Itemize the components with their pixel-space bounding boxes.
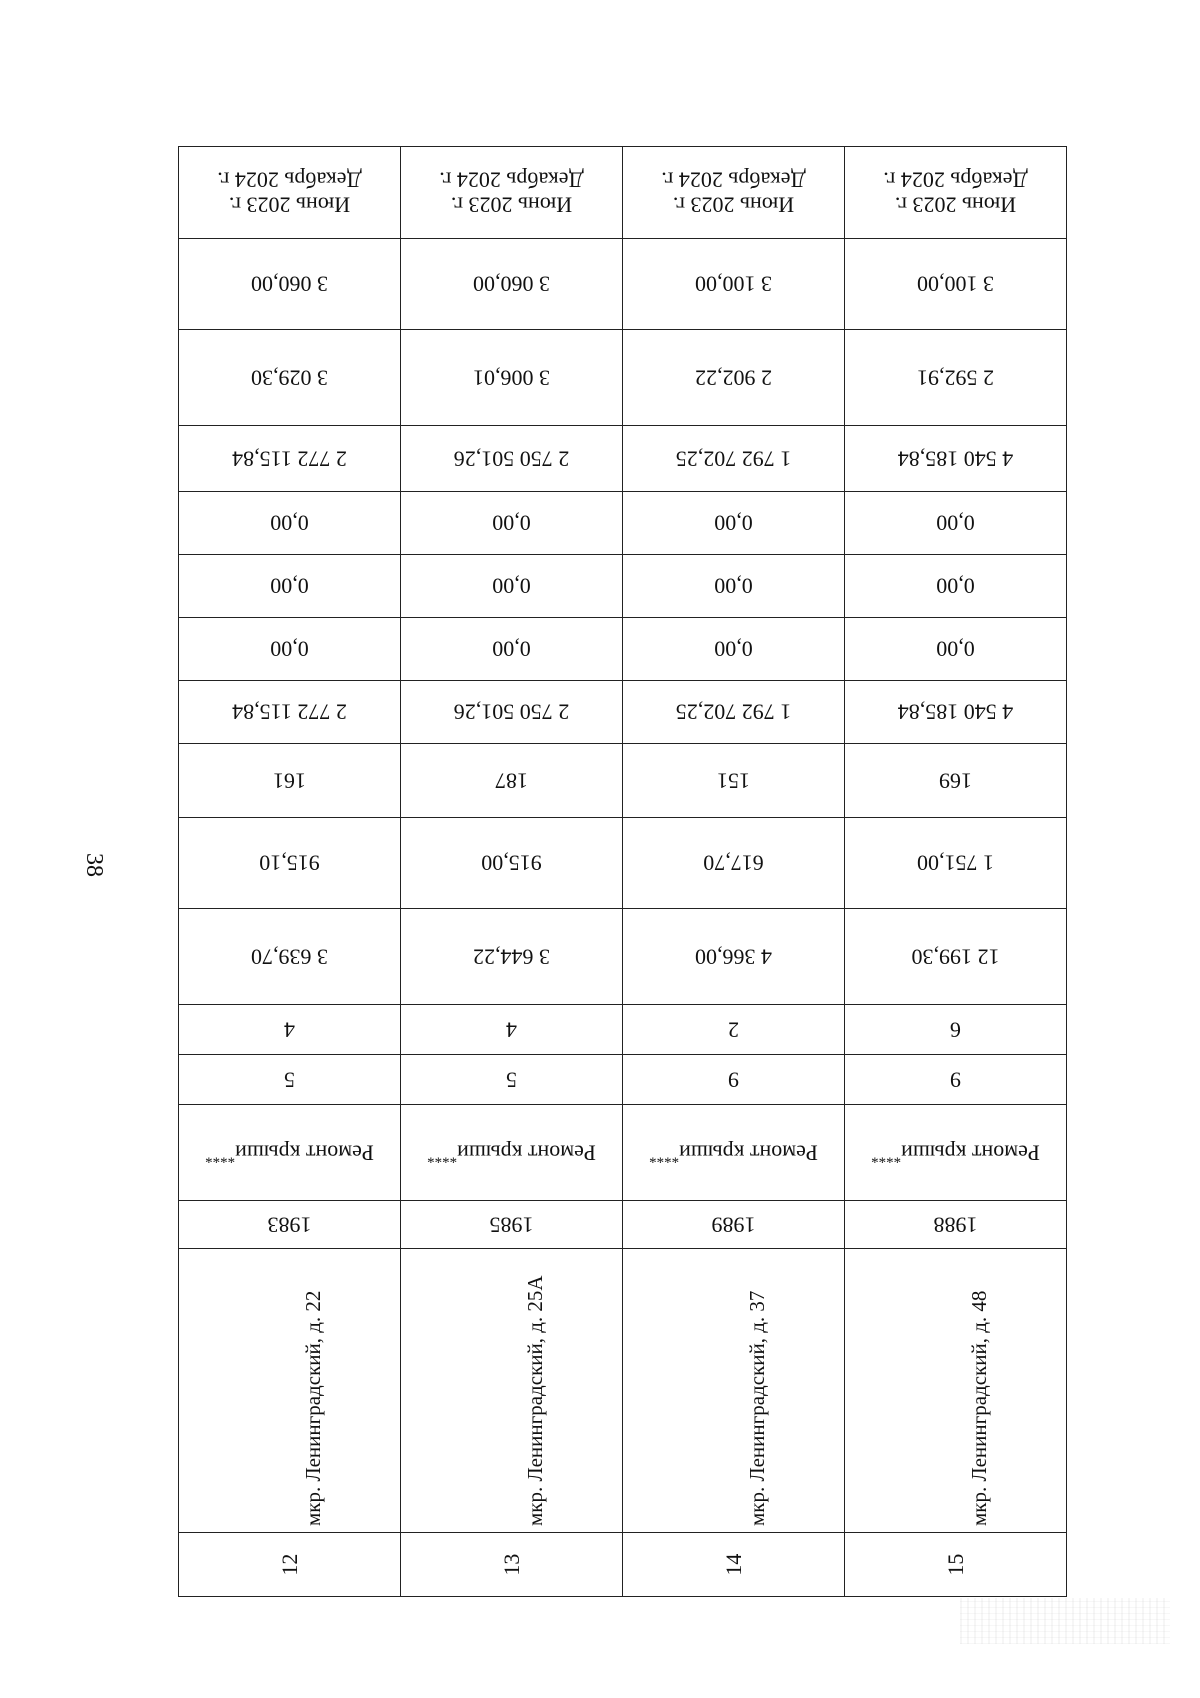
cell-entrances: 6 [845,1005,1067,1055]
cell-address: мкр. Ленинградский, д. 48 [845,1249,1067,1533]
cell-floors: 9 [623,1055,845,1105]
cell-entrances: 4 [179,1005,401,1055]
row-entrances [179,1005,1067,1055]
page-number: 38 [81,853,107,877]
cell-fund-owners: 2 772 115,84 [179,426,401,492]
cell-address: мкр. Ленинградский, д. 22 [179,1249,401,1533]
cell-fund-owners: 2 750 501,26 [401,426,623,492]
cell-limit-cost: 3 100,00 [845,239,1067,330]
footnote-mark: **** [427,1149,458,1166]
cell-work-type: Ремонт крыши**** [623,1105,845,1201]
cell-roof-area: 1 751,00 [845,818,1067,909]
footnote-mark: **** [649,1149,680,1166]
row-fund-local [179,492,1067,555]
cell-unit-cost: 3 029,30 [179,330,401,426]
cell-residents: 161 [179,744,401,818]
cell-index: 15 [845,1533,1067,1597]
cell-limit-cost: 3 060,00 [401,239,623,330]
repair-table [178,146,1067,1597]
cell-work-type: Ремонт крыши**** [179,1105,401,1201]
row-floors [179,1055,1067,1105]
cell-fund-local: 0,00 [623,492,845,555]
cell-residents: 187 [401,744,623,818]
cell-fund-federal: 0,00 [179,618,401,681]
cell-unit-cost: 3 006,01 [401,330,623,426]
period-end: Декабрь 2024 г. [883,167,1028,193]
row-address [179,1249,1067,1533]
cell-year: 1985 [401,1201,623,1249]
row-fund-regional [179,555,1067,618]
cell-fund-federal: 0,00 [845,618,1067,681]
row-period [179,147,1067,239]
cell-residents: 151 [623,744,845,818]
row-total-cost [179,681,1067,744]
row-total-area [179,909,1067,1005]
cell-floors: 5 [401,1055,623,1105]
cell-roof-area: 617,70 [623,818,845,909]
row-index [179,1533,1067,1597]
period-start: Июнь 2023 г. [228,192,351,218]
cell-total-cost: 2 750 501,26 [401,681,623,744]
cell-fund-owners: 4 540 185,84 [845,426,1067,492]
cell-entrances: 4 [401,1005,623,1055]
scan-artifact [960,1598,1170,1644]
period-end: Декабрь 2024 г. [439,167,584,193]
cell-year: 1988 [845,1201,1067,1249]
cell-limit-cost: 3 060,00 [179,239,401,330]
cell-floors: 9 [845,1055,1067,1105]
row-limit-cost [179,239,1067,330]
cell-work-type: Ремонт крыши**** [845,1105,1067,1201]
row-residents [179,744,1067,818]
row-unit-cost [179,330,1067,426]
cell-fund-regional: 0,00 [401,555,623,618]
cell-address: мкр. Ленинградский, д. 37 [623,1249,845,1533]
cell-unit-cost: 2 592,91 [845,330,1067,426]
row-roof-area [179,818,1067,909]
cell-year: 1989 [623,1201,845,1249]
period-end: Декабрь 2024 г. [661,167,806,193]
cell-address: мкр. Ленинградский, д. 25А [401,1249,623,1533]
cell-fund-regional: 0,00 [845,555,1067,618]
cell-total-cost: 2 772 115,84 [179,681,401,744]
cell-period-15 [845,147,1067,239]
cell-roof-area: 915,00 [401,818,623,909]
cell-limit-cost: 3 100,00 [623,239,845,330]
cell-fund-federal: 0,00 [401,618,623,681]
cell-fund-federal: 0,00 [623,618,845,681]
period-start: Июнь 2023 г. [450,192,573,218]
cell-floors: 5 [179,1055,401,1105]
period-end: Декабрь 2024 г. [217,167,362,193]
row-fund-federal [179,618,1067,681]
period-start: Июнь 2023 г. [672,192,795,218]
footnote-mark: **** [205,1149,236,1166]
cell-total-cost: 4 540 185,84 [845,681,1067,744]
cell-period-14 [623,147,845,239]
cell-period-12 [179,147,401,239]
footnote-mark: **** [871,1149,902,1166]
cell-fund-regional: 0,00 [623,555,845,618]
cell-roof-area: 915,10 [179,818,401,909]
cell-total-area: 3 644,22 [401,909,623,1005]
cell-total-area: 12 199,30 [845,909,1067,1005]
cell-year: 1983 [179,1201,401,1249]
cell-total-cost: 1 792 702,25 [623,681,845,744]
cell-fund-local: 0,00 [401,492,623,555]
row-year [179,1201,1067,1249]
row-fund-owners [179,426,1067,492]
cell-work-type: Ремонт крыши**** [401,1105,623,1201]
cell-unit-cost: 2 902,22 [623,330,845,426]
cell-residents: 169 [845,744,1067,818]
cell-index: 12 [179,1533,401,1597]
cell-fund-local: 0,00 [179,492,401,555]
cell-total-area: 4 366,00 [623,909,845,1005]
row-work-type [179,1105,1067,1201]
cell-index: 14 [623,1533,845,1597]
cell-fund-regional: 0,00 [179,555,401,618]
cell-period-13 [401,147,623,239]
cell-entrances: 2 [623,1005,845,1055]
cell-total-area: 3 639,70 [179,909,401,1005]
cell-index: 13 [401,1533,623,1597]
cell-fund-local: 0,00 [845,492,1067,555]
cell-fund-owners: 1 792 702,25 [623,426,845,492]
period-start: Июнь 2023 г. [894,192,1017,218]
